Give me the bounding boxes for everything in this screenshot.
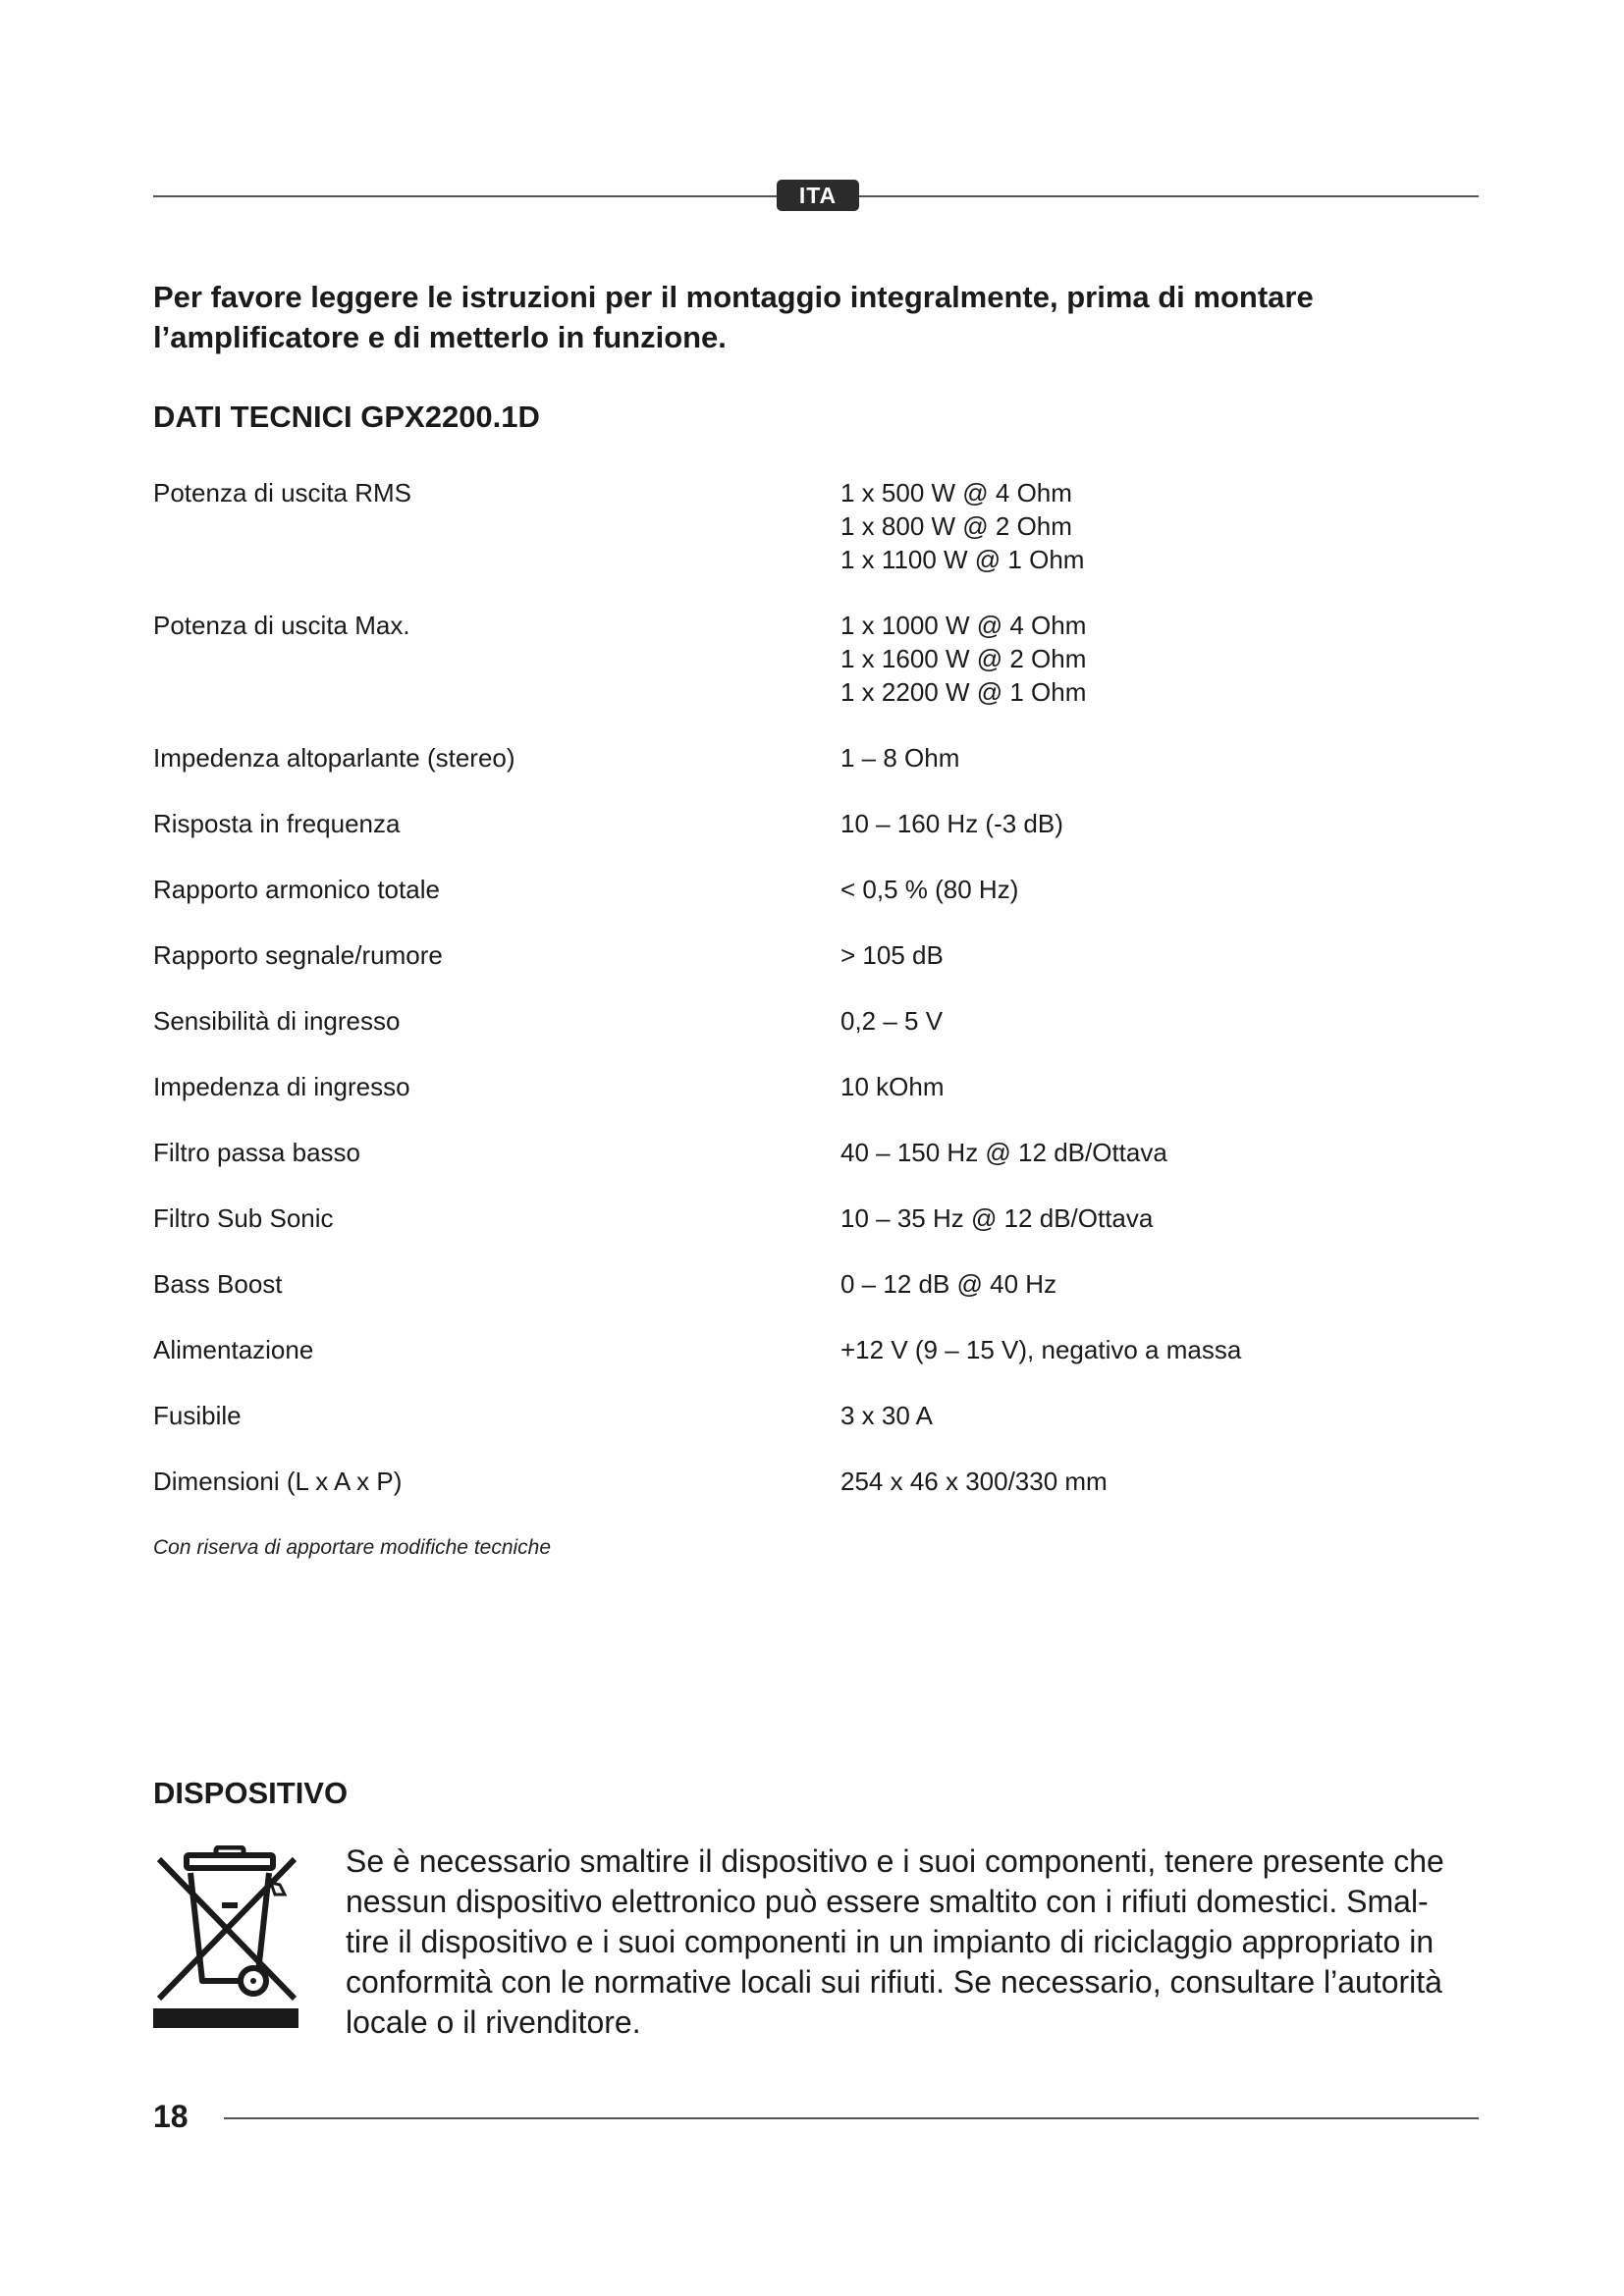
spec-value: 1 x 2200 W @ 1 Ohm	[840, 677, 1087, 707]
spec-row	[153, 741, 1430, 774]
spec-values	[840, 1465, 1430, 1498]
specs-title: DATI TECNICI GPX2200.1D	[153, 400, 540, 434]
spec-row	[153, 1070, 1430, 1103]
spec-label: Rapporto segnale/rumore	[153, 940, 443, 970]
disposal-title: DISPOSITIVO	[153, 1776, 349, 1810]
spec-value: 0 – 12 dB @ 40 Hz	[840, 1269, 1057, 1299]
spec-row	[153, 1136, 1430, 1169]
spec-values	[840, 609, 1430, 709]
spec-values	[840, 1399, 1430, 1432]
spec-label: Impedenza di ingresso	[153, 1072, 410, 1101]
crossed-out-wheelie-bin-icon	[151, 1845, 300, 2030]
spec-value: 1 – 8 Ohm	[840, 743, 960, 773]
spec-label: Filtro Sub Sonic	[153, 1203, 334, 1233]
spec-row	[153, 938, 1430, 972]
spec-values	[840, 807, 1430, 840]
spec-row	[153, 807, 1430, 840]
spec-value: 1 x 500 W @ 4 Ohm	[840, 478, 1072, 507]
spec-row	[153, 1201, 1430, 1235]
spec-label: Sensibilità di ingresso	[153, 1006, 401, 1036]
spec-values	[840, 1267, 1430, 1301]
spec-label: Potenza di uscita Max.	[153, 611, 410, 640]
spec-value: 3 x 30 A	[840, 1401, 933, 1430]
spec-value: 10 kOhm	[840, 1072, 945, 1101]
spec-row	[153, 476, 1430, 576]
disposal-line: nessun dispositivo elettronico può essere smaltito con i rifiuti domestici. Smal-	[346, 1884, 1429, 1919]
disposal-line: Se è necessario smaltire il dispositivo e i suoi componenti, tenere presente che	[346, 1843, 1444, 1879]
spec-values	[840, 938, 1430, 972]
spec-value: 10 – 160 Hz (-3 dB)	[840, 809, 1063, 838]
spec-values	[840, 741, 1430, 774]
spec-values	[840, 476, 1430, 576]
spec-value: > 105 dB	[840, 940, 944, 970]
spec-row	[153, 1267, 1430, 1301]
intro-text: Per favore leggere le istruzioni per il montaggio integralmente, prima di montare l’amplificatore e di metterlo in funzione.	[153, 280, 1314, 354]
footnote: Con riserva di apportare modifiche tecniche	[153, 1536, 552, 1559]
spec-label: Bass Boost	[153, 1269, 283, 1299]
spec-label: Alimentazione	[153, 1335, 314, 1364]
spec-value: 1 x 1000 W @ 4 Ohm	[840, 611, 1087, 640]
spec-value: < 0,5 % (80 Hz)	[840, 875, 1019, 904]
disposal-text	[346, 1842, 1504, 2043]
spec-value: 1 x 800 W @ 2 Ohm	[840, 511, 1072, 541]
spec-label: Filtro passa basso	[153, 1138, 360, 1167]
spec-label: Impedenza altoparlante (stereo)	[153, 743, 515, 773]
spec-row	[153, 609, 1430, 709]
spec-values	[840, 1136, 1430, 1169]
language-badge: ITA	[777, 180, 859, 211]
specs-table	[153, 476, 1430, 1530]
spec-row	[153, 1004, 1430, 1038]
spec-values	[840, 1201, 1430, 1235]
spec-value: 1 x 1600 W @ 2 Ohm	[840, 644, 1087, 673]
spec-row	[153, 873, 1430, 906]
page-number: 18	[153, 2099, 189, 2134]
spec-values	[840, 1004, 1430, 1038]
spec-row	[153, 1399, 1430, 1432]
disposal-line: tire il dispositivo e i suoi componenti in un impianto di riciclaggio appropriato in	[346, 1924, 1435, 1959]
spec-value: 10 – 35 Hz @ 12 dB/Ottava	[840, 1203, 1154, 1233]
spec-label: Dimensioni (L x A x P)	[153, 1467, 403, 1496]
spec-value: 0,2 – 5 V	[840, 1006, 944, 1036]
spec-value: 1 x 1100 W @ 1 Ohm	[840, 545, 1085, 574]
spec-label: Potenza di uscita RMS	[153, 478, 412, 507]
spec-values	[840, 873, 1430, 906]
spec-row	[153, 1333, 1430, 1366]
spec-label: Rapporto armonico totale	[153, 875, 440, 904]
footer-rule	[224, 2117, 1479, 2119]
spec-values	[840, 1333, 1430, 1366]
spec-label: Risposta in frequenza	[153, 809, 401, 838]
disposal-line: locale o il rivenditore.	[346, 2004, 641, 2040]
spec-value: 40 – 150 Hz @ 12 dB/Ottava	[840, 1138, 1167, 1167]
spec-values	[840, 1070, 1430, 1103]
disposal-line: conformità con le normative locali sui rifiuti. Se necessario, consultare l’autorità	[346, 1964, 1442, 2000]
spec-label: Fusibile	[153, 1401, 242, 1430]
spec-value: 254 x 46 x 300/330 mm	[840, 1467, 1108, 1496]
spec-value: +12 V (9 – 15 V), negativo a massa	[840, 1335, 1242, 1364]
spec-row	[153, 1465, 1430, 1498]
